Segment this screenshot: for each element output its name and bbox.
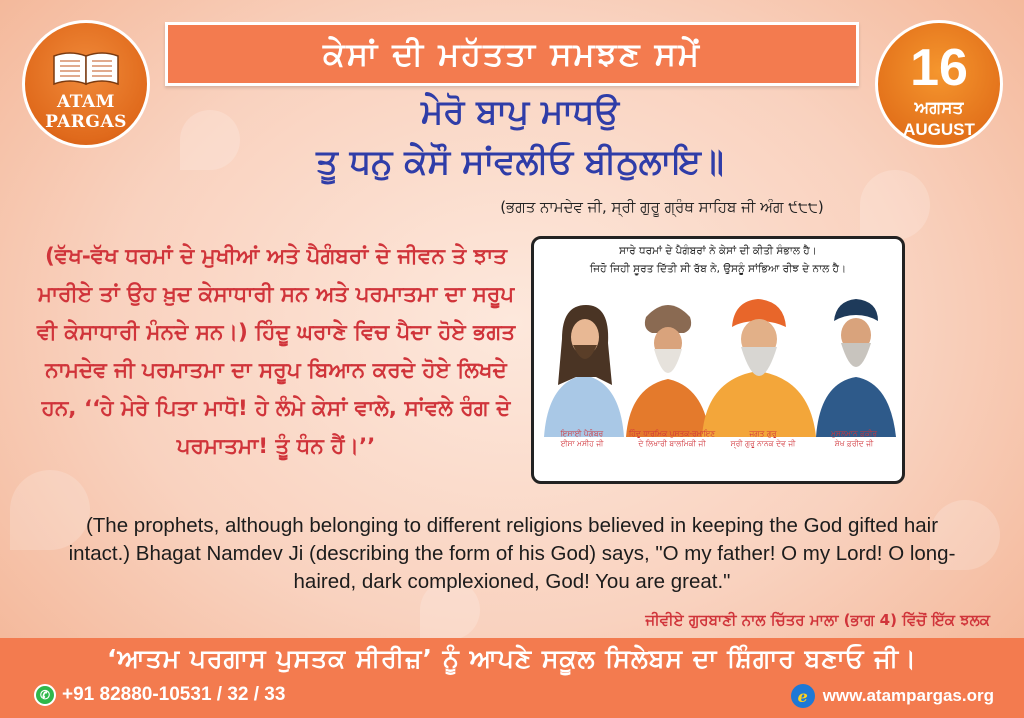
open-book-icon bbox=[52, 50, 120, 86]
punjabi-paragraph: (ਵੱਖ-ਵੱਖ ਧਰਮਾਂ ਦੇ ਮੁਖੀਆਂ ਅਤੇ ਪੈਗੰਬਰਾਂ ਦੇ ਜੀਵਨ ਤੇ ਝਾਤ ਮਾਰੀਏ ਤਾਂ ਉਹ ਖ਼ੁਦ ਕੇਸਾਧਾਰੀ ਸਨ ਅਤੇ ਪਰਮਾਤਮਾ ਦਾ ਸਰੂਪ ਵੀ ਕੇਸਾਧਾਰੀ ਮੰਨਦੇ ਸਨ।) ਹਿੰਦੂ ਘਰਾਣੇ ਵਿਚ ਪੈਦਾ ਹੋਏ ਭਗਤ ਨਾਮਦੇਵ ਜੀ ਪਰਮਾਤਮਾ ਦਾ ਸਰੂਪ ਬਿਆਨ ਕਰਦੇ ਹੋਏ ਲਿਖਦੇ ਹਨ, ‘‘ਹੇ ਮੇਰੇ ਪਿਤਾ ਮਾਧੋ! ਹੇ ਲੰਮੇ ਕੇਸਾਂ ਵਾਲੇ, ਸਾਂਵਲੇ ਰੰਗ ਦੇ ਪਰਮਾਤਮਾ! ਤੂੰ ਧੰਨ ਹੈਂ।’’ bbox=[36, 244, 516, 459]
footer-slogan: ‘ਆਤਮ ਪਰਗਾਸ ਪੁਸਤਕ ਸੀਰੀਜ਼’ ਨੂੰ ਆਪਣੇ ਸਕੂਲ ਸਿਲੇਬਸ ਦਾ ਸ਼ਿੰਗਾਰ ਬਣਾਓ ਜੀ। bbox=[107, 644, 917, 673]
internet-explorer-icon: e bbox=[791, 684, 815, 708]
figure-label-valmiki: ਹਿੰਦੂ ਧਾਰਮਿਕ ਪੁਸਤਕ-ਰਮਾਇਣ ਦੇ ਲਿਖਾਰੀ ਬਾਲਮਿਕੀ ਜੀ bbox=[628, 429, 716, 448]
page-title: ਕੇਸਾਂ ਦੀ ਮਹੱਤਤਾ ਸਮਝਣ ਸਮੇਂ bbox=[322, 34, 702, 73]
figure-sheikh-farid bbox=[816, 299, 896, 437]
quote-citation: (ਭਗਤ ਨਾਮਦੇਵ ਜੀ, ਸ੍ਰੀ ਗੁਰੂ ਗ੍ਰੰਥ ਸਾਹਿਬ ਜੀ ਅੰਗ ੯੮੮) bbox=[500, 198, 824, 216]
website-link[interactable] bbox=[791, 684, 994, 708]
phone-number: +91 82880-10531 / 32 / 33 bbox=[62, 684, 286, 705]
logo-text-pargas: PARGAS bbox=[45, 112, 127, 132]
figure-valmiki bbox=[626, 305, 710, 437]
illustration-card bbox=[531, 236, 905, 484]
english-paragraph: (The prophets, although belonging to different religions believed in keeping the God gifted hair intact.) Bhagat Namdev Ji (describing the form of his God) says, "O my father! O my Lord! O long-haired, dark complexioned, God! You are great." bbox=[68, 514, 956, 593]
illustration-caption-2: ਜਿਹੋ ਜਿਹੀ ਸੂਰਤ ਦਿੱਤੀ ਸੀ ਰੱਬ ਨੇ, ਉਸਨੂੰ ਸਾਂਭਿਆ ਰੀਝ ਦੇ ਨਾਲ ਹੈ। bbox=[589, 263, 847, 275]
date-month-punjabi: ਅਗਸਤ bbox=[914, 98, 964, 118]
quote-line-1: ਮੇਰੋ ਬਾਪੁ ਮਾਧਉ bbox=[420, 92, 620, 132]
logo-text-atam: ATAM bbox=[57, 92, 115, 112]
atam-pargas-logo bbox=[22, 20, 150, 148]
date-badge bbox=[875, 20, 1003, 148]
figure-label-guru-nanak: ਜਗਤ ਗੁਰੂ ਸ੍ਰੀ ਗੁਰੂ ਨਾਨਕ ਦੇਵ ਜੀ bbox=[730, 429, 796, 448]
phone-contact[interactable] bbox=[34, 684, 285, 706]
figure-label-sheikh-farid: ਮੁਸਲਮਾਨ ਫ਼ਕੀਰ ਸ਼ੇਖ ਫ਼ਰੀਦ ਜੀ bbox=[830, 429, 878, 448]
figure-guru-nanak bbox=[702, 299, 816, 437]
illustration-caption-1: ਸਾਰੇ ਧਰਮਾਂ ਦੇ ਪੈਗੰਬਰਾਂ ਨੇ ਕੇਸਾਂ ਦੀ ਕੀਤੀ ਸੰਭਾਲ ਹੈ। bbox=[619, 245, 817, 257]
whatsapp-icon: ✆ bbox=[34, 684, 56, 706]
quote-line-2: ਤੂ ਧਨੁ ਕੇਸੌ ਸਾਂਵਲੀਓ ਬੀਠੁਲਾਇ॥ bbox=[316, 142, 724, 182]
date-day: 16 bbox=[910, 39, 968, 97]
title-banner bbox=[165, 22, 859, 86]
website-url: www.atampargas.org bbox=[822, 686, 994, 705]
footer-bar bbox=[0, 638, 1024, 718]
source-line: ਜੀਵੀਏ ਗੁਰਬਾਣੀ ਨਾਲ ਚਿੱਤਰ ਮਾਲਾ (ਭਾਗ 4) ਵਿੱਚੋਂ ਇੱਕ ਝਲਕ bbox=[645, 611, 990, 629]
figure-label-jesus: ਇਸਾਈ ਪੈਗੰਬਰ ਈਸਾ ਮਸੀਹ ਜੀ bbox=[560, 429, 604, 448]
figure-jesus bbox=[544, 305, 624, 437]
prophets-illustration bbox=[534, 287, 902, 437]
date-month-english: AUGUST bbox=[903, 120, 975, 139]
